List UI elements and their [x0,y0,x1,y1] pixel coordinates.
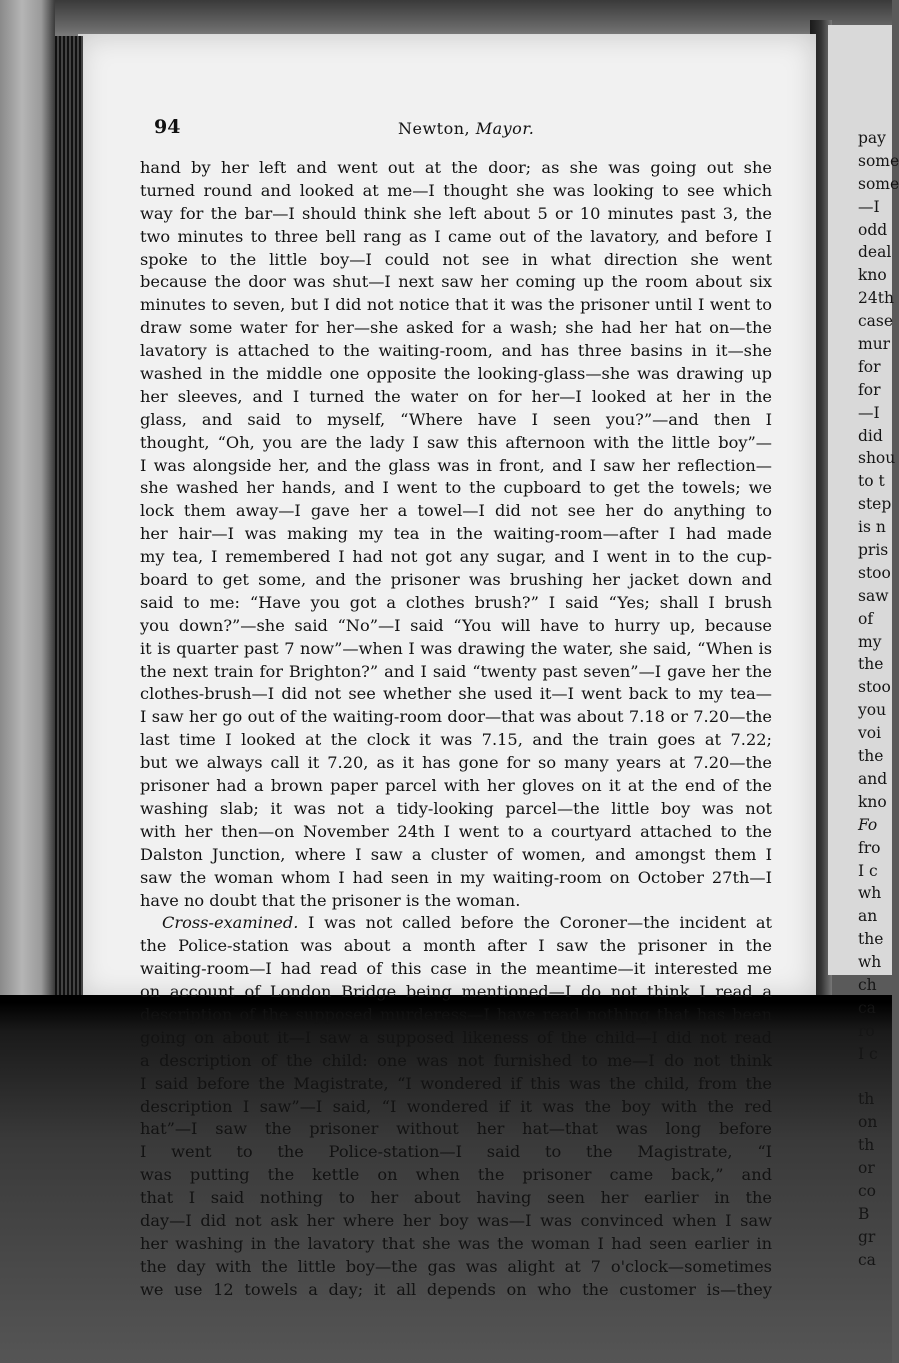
text-line: said to me: “Have you got a clothes brush?” I said “Yes; shall I brush [140,592,772,612]
text-line: day—I did not ask her where her boy was—I was convinced when I saw [140,1210,772,1230]
text-line: she washed her hands, and I went to the cupboard to get the towels; we [140,478,772,498]
page-number: 94 [154,116,181,138]
facing-page-fragment: I c [858,861,878,880]
text-line: lock them away—I gave her a towel—I did not see her do anything to [140,501,772,521]
text-line: her washing in the lavatory that she was the woman I had seen earlier in [140,1233,772,1253]
facing-page-fragment: case [858,312,894,331]
facing-page-text-fragments [858,127,899,1272]
facing-page-fragment: some [858,174,899,193]
page-header [154,116,754,142]
facing-page-fragment: ro [858,1021,875,1040]
page-edges [55,36,83,1036]
facing-page-fragment: is n [858,518,886,537]
text-line: way for the bar—I should think she left about 5 or 10 minutes past 3, the [140,203,772,223]
text-line: spoke to the little boy—I could not see in what direction she went [140,249,772,269]
text-line: Dalston Junction, where I saw a cluster of women, and amongst them I [140,844,772,864]
facing-page-fragment: stoo [858,563,891,582]
text-line: because the door was shut—I next saw her coming up the room about six [140,272,772,292]
facing-page-fragment: the [858,655,884,674]
facing-page-fragment [858,1066,892,1089]
facing-page-fragment: th [858,1136,875,1155]
text-line: my tea, I remembered I had not got any sugar, and I went in to the cup- [140,547,772,567]
facing-page-fragment: —I [858,197,880,216]
facing-page-fragment: and [858,769,888,788]
facing-page-fragment: of [858,609,874,628]
facing-page-fragment: —I [858,403,880,422]
text-line: on account of London Bridge being mentioned—I do not think I read a [140,982,772,1002]
text-line: I said before the Magistrate, “I wondered if this was the child, from the [140,1073,772,1093]
facing-page-fragment: pris [858,541,889,560]
text-line: draw some water for her—she asked for a wash; she had her hat on—the [140,318,772,338]
text-line: the day with the little boy—the gas was alight at 7 o'clock—sometimes [140,1256,772,1276]
text-line: hat”—I saw the prisoner without her hat—that was long before [140,1119,772,1139]
facing-page-fragment: odd [858,220,888,239]
facing-page-fragment: on [858,1113,878,1132]
facing-page-fragment: did [858,426,883,445]
text-line: description of the supposed murderess—I have read nothing that has been [140,1004,772,1024]
text-line: her sleeves, and I turned the water on for her—I looked at her in the [140,386,772,406]
text-line: clothes-brush—I did not see whether she used it—I went back to my tea— [140,684,772,704]
text-line [140,912,772,935]
facing-page-fragment: I c [858,1044,878,1063]
facing-page-fragment: Fo [858,815,878,834]
text-line: minutes to seven, but I did not notice that it was the prisoner until I went to [140,295,772,315]
running-title-name: Newton, [398,119,471,138]
text-line: waiting-room—I had read of this case in the meantime—it interested me [140,959,772,979]
facing-page-fragment: deal [858,243,892,262]
text-line: last time I looked at the clock it was 7.15, and the train goes at 7.22; [140,730,772,750]
text-line: two minutes to three bell rang as I came out of the lavatory, and before I [140,226,772,246]
facing-page-fragment: kno [858,266,887,285]
text-line: you down?”—she said “No”—I said “You will have to hurry up, because [140,615,772,635]
text-line: lavatory is attached to the waiting-room, and has three basins in it—she [140,341,772,361]
text-line: I was alongside her, and the glass was in front, and I saw her reflection— [140,455,772,475]
facing-page-fragment: co [858,1181,877,1200]
cross-examined-label: Cross-examined. [162,913,299,933]
text-line: description I saw”—I said, “I wondered if it was the boy with the red [140,1096,772,1116]
text-line: hand by her left and went out at the door; as she was going out she [140,158,772,177]
facing-page-fragment: the [858,747,884,766]
facing-page-fragment: step [858,495,892,514]
text-line: washing slab; it was not a tidy-looking parcel—the little boy was not [140,798,772,818]
facing-page-fragment: to t [858,472,885,491]
running-title [398,119,534,138]
facing-page-fragment: for [858,357,881,376]
facing-page-fragment: kno [858,792,887,811]
running-title-role: Mayor. [475,119,535,138]
text-line: it is quarter past 7 now”—when I was drawing the water, she said, “When is [140,638,772,658]
facing-page-fragment: fro [858,838,881,857]
facing-page-fragment: the [858,930,884,949]
text-line: a description of the child: one was not furnished to me—I do not think [140,1050,772,1070]
facing-page-fragment: ca [858,998,876,1017]
text-line: but we always call it 7.20, as it has gone for so many years at 7.20—the [140,753,772,773]
cross-examination-paragraph [140,912,772,1301]
facing-page-fragment: you [858,701,887,720]
facing-page-fragment: ca [858,1250,876,1269]
text-line: washed in the middle one opposite the looking-glass—she was drawing up [140,364,772,384]
facing-page-fragment: 24th [858,289,894,308]
text-line: thought, “Oh, you are the lady I saw this afternoon with the little boy”— [140,432,772,452]
body-text [140,157,772,1302]
facing-page-fragment: some [858,151,899,170]
text-line: glass, and said to myself, “Where have I seen you?”—and then I [140,409,772,429]
text-line: turned round and looked at me—I thought she was looking to see which [140,180,772,200]
facing-page-fragment: th [858,1090,875,1109]
text-line: the next train for Brighton?” and I said “twenty past seven”—I gave her the [140,661,772,681]
facing-page-fragment: for [858,380,881,399]
text-line: saw the woman whom I had seen in my waiting-room on October 27th—I [140,867,772,887]
facing-page-fragment: shou [858,449,896,468]
text-line: with her then—on November 24th I went to a courtyard attached to the [140,821,772,841]
testimony-paragraph [140,157,772,912]
text-line: was putting the kettle on when the prisoner came back,” and [140,1165,772,1185]
facing-page-fragment: stoo [858,678,891,697]
text-line: her hair—I was making my tea in the waiting-room—after I had made [140,524,772,544]
facing-page-fragment: pay [858,129,886,147]
text-line: board to get some, and the prisoner was brushing her jacket down and [140,570,772,590]
text-line: the Police-station was about a month after I saw the prisoner in the [140,936,772,956]
facing-page-fragment: saw [858,586,889,605]
text-line: have no doubt that the prisoner is the woman. [140,890,521,910]
facing-page-fragment: B [858,1204,870,1223]
text-line: that I said nothing to her about having seen her earlier in the [140,1188,772,1208]
facing-page-fragment: an [858,907,878,926]
text-line: I went to the Police-station—I said to the Magistrate, “I [140,1142,772,1162]
facing-page-fragment: wh [858,884,882,903]
text-line: prisoner had a brown paper parcel with her gloves on it at the end of the [140,776,772,796]
cross-first-line: I was not called before the Coroner—the incident at [298,913,772,933]
text-line: going on about it—I saw a supposed likeness of the child—I did not read [140,1027,772,1047]
facing-page-fragment: voi [858,724,882,743]
facing-page-fragment: ch [858,975,877,994]
facing-page-fragment: mur [858,335,891,354]
facing-page-fragment: my [858,632,882,651]
facing-page-fragment: or [858,1159,875,1178]
text-line: I saw her go out of the waiting-room door—that was about 7.18 or 7.20—the [140,707,772,727]
facing-page-fragment: wh [858,953,882,972]
text-line: we use 12 towels a day; it all depends on who the customer is—they [140,1279,772,1299]
facing-page-fragment: gr [858,1227,876,1246]
